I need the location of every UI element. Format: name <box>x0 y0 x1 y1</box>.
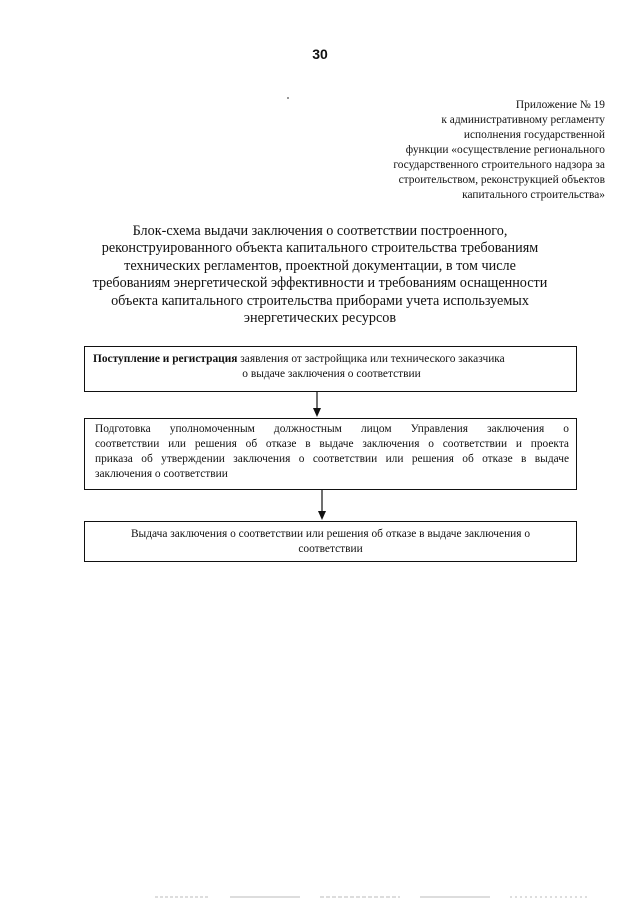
step2-line: заключения о соответствии <box>95 468 228 480</box>
arrowhead-2-icon <box>318 511 326 520</box>
appendix-line: исполнения государственной <box>463 129 605 141</box>
step3-line: Выдача заключения о соответствии или решения об отказе в выдаче заключения о <box>130 528 531 540</box>
flowchart-step-issuance <box>84 521 577 562</box>
step1-line-2: о выдаче заключения о соответствии <box>242 368 421 380</box>
step1-bold-text: Поступление и регистрация <box>93 353 238 365</box>
scan-artifact <box>287 97 289 99</box>
appendix-line: государственного строительного надзора за <box>393 159 605 171</box>
appendix-line: Приложение № 19 <box>515 99 605 111</box>
step2-line: Подготовка уполномоченным должностным лицом Управления заключения о <box>95 423 569 435</box>
title-line: реконструированного объекта капитального строительства требованиям <box>101 240 539 257</box>
appendix-line: функции «осуществление регионального <box>405 144 605 156</box>
title-line: Блок-схема выдачи заключения о соответствии построенного, <box>132 223 508 239</box>
arrowhead-1-icon <box>313 408 321 417</box>
appendix-header <box>305 98 605 203</box>
document-title <box>40 223 600 327</box>
title-line: энергетических ресурсов <box>243 310 397 327</box>
step1-text: заявления от застройщика или технического заказчика <box>237 353 505 365</box>
step2-line: соответствии или решения об отказе в выдаче заключения о соответствии и проекта <box>95 438 569 450</box>
title-line: объекта капитального строительства приборами учета используемых <box>111 292 529 309</box>
flowchart-step-preparation <box>84 418 577 490</box>
scan-footer-artifacts <box>150 895 600 899</box>
flowchart-step-receipt <box>84 346 577 392</box>
appendix-line: строительством, реконструкцией объектов <box>398 174 605 186</box>
step1-line-1 <box>93 352 570 367</box>
step3-line: соответствии <box>298 543 363 555</box>
appendix-line: капитального строительства» <box>462 189 605 201</box>
page-number: 30 <box>312 46 328 62</box>
appendix-line: к административному регламенту <box>441 114 605 126</box>
step2-line: приказа об утверждении заключения о соответствии или решения об отказе в выдаче <box>95 453 569 465</box>
title-line: требованиям энергетической эффективности и требованиям оснащенности <box>92 275 548 292</box>
title-line: технических регламентов, проектной документации, в том числе <box>124 257 516 274</box>
